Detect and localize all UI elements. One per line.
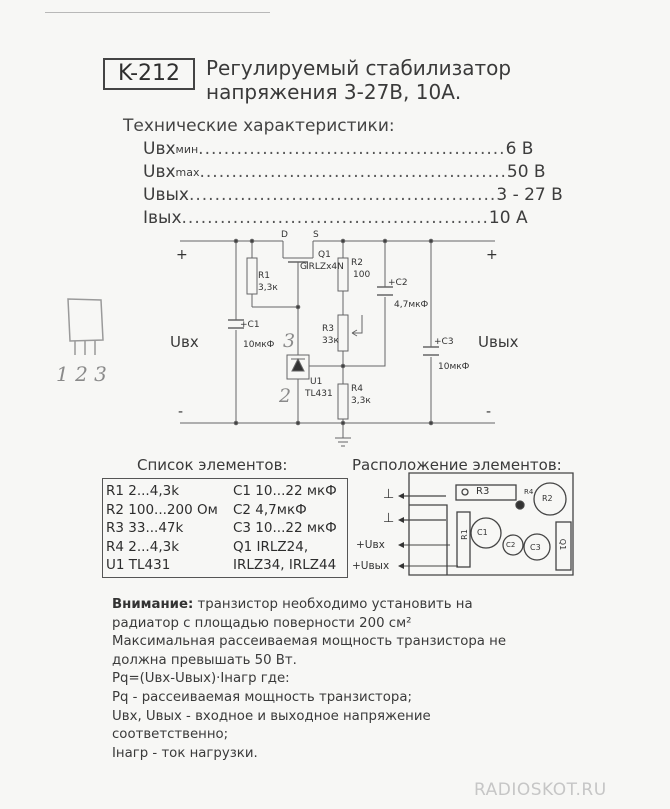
u1-name: U1	[310, 377, 323, 387]
plus-right-label: +	[486, 247, 498, 263]
q1-name: Q1	[318, 250, 331, 260]
note-line-1	[112, 596, 572, 615]
specs-heading: Технические характеристики:	[123, 116, 395, 136]
minus-left-label: -	[178, 404, 184, 420]
spec-symbol: Uвых	[143, 185, 189, 205]
spec-symbol: Uвх	[143, 162, 176, 182]
r4-body	[338, 384, 348, 419]
note-line-3: Максимальная рассеиваемая мощность транзистора не	[112, 634, 507, 650]
q1-part: IRLZx4N	[306, 262, 344, 272]
parts-list-item: C1 10...22 мкФ	[233, 483, 337, 499]
parts-list-item: C2 4,7мкФ	[233, 501, 307, 518]
c1-value: 10мкФ	[243, 340, 275, 350]
r1-value: 3,3к	[258, 283, 278, 293]
spec-subscript: мин	[175, 143, 199, 156]
board-c3-label: C3	[530, 543, 541, 552]
note-line-9: Iнагр - ток нагрузки.	[112, 745, 258, 761]
spec-symbol: Uвх	[143, 139, 176, 159]
r4-value: 3,3к	[351, 396, 371, 406]
note-line-1-text: транзистор необходимо установить на	[193, 597, 473, 612]
warning-note	[112, 596, 572, 763]
c3-plates	[423, 347, 439, 355]
r3-value: 33к	[322, 336, 339, 346]
parts-list-item: R1 2...4,3k	[106, 483, 180, 499]
title-line-2: напряжения 3-27В, 10А.	[206, 80, 462, 104]
r4-name: R4	[351, 384, 363, 394]
r2-name: R2	[351, 258, 363, 268]
board-uout-label: +Uвых	[352, 560, 390, 572]
c2-plates	[377, 287, 393, 295]
title-line-1: Регулируемый стабилизатор	[206, 56, 512, 80]
minus-right-label: -	[486, 404, 492, 420]
spec-leader-dots: ................................................	[188, 185, 497, 205]
kit-code-box: K-212	[103, 58, 195, 90]
r1-body	[247, 258, 257, 294]
c2-name: +C2	[388, 278, 408, 288]
q1-body	[283, 241, 313, 258]
q1-s-label: S	[313, 230, 319, 240]
spec-leader-dots: ................................................	[199, 162, 507, 182]
hand-drawn-transistor-icon	[68, 299, 103, 355]
parts-list-item: C3 10...22 мкФ	[233, 520, 337, 536]
layout-heading: Расположение элементов:	[352, 456, 562, 474]
spec-value: 10 А	[488, 208, 528, 228]
board-uin-label: +Uвх	[356, 539, 385, 551]
parts-list-item: R4 2...4,3k	[106, 538, 180, 555]
u1-part: TL431	[305, 389, 333, 399]
spec-symbol: Iвых	[143, 208, 182, 228]
r1-name: R1	[258, 271, 270, 281]
board-r2-label: R2	[542, 494, 553, 503]
note-line-7: Uвх, Uвых - входное и выходное напряжение	[112, 708, 431, 724]
u1-zener-icon	[292, 359, 304, 371]
board-r1-label: R1	[459, 529, 469, 540]
site-watermark: RADIOSKOT.RU	[474, 780, 607, 800]
board-arrows	[398, 493, 404, 569]
parts-list-item: R3 33...47k	[106, 520, 184, 536]
spec-value: 6 В	[505, 139, 534, 159]
spec-subscript: max	[175, 166, 200, 179]
note-line-6: Pq - рассеиваемая мощность транзистора;	[112, 689, 412, 705]
c2-value: 4,7мкФ	[394, 300, 429, 310]
pcb-outline	[409, 473, 573, 575]
r2-value: 100	[353, 270, 371, 280]
parts-list-left-col	[106, 482, 218, 575]
board-r3-label: R3	[476, 486, 490, 497]
handwritten-3: 3	[283, 330, 296, 352]
parts-list-right-col	[233, 482, 337, 575]
board-ground-2-icon: ⊥	[383, 511, 395, 526]
ground-icon	[335, 423, 351, 446]
board-r4-label: R4	[524, 488, 534, 496]
output-voltage-label: Uвых	[478, 333, 519, 351]
handwritten-pin-numbers: 1 2 3	[56, 362, 107, 386]
c1-name: +C1	[240, 320, 260, 330]
note-line-8: соответственно;	[112, 727, 229, 743]
note-line-4: должна превышать 50 Вт.	[112, 652, 297, 668]
spec-value: 3 - 27 В	[496, 185, 563, 205]
q1-d-label: D	[281, 230, 288, 240]
parts-list-box	[102, 478, 348, 578]
parts-list-item: Q1 IRLZ24,	[233, 538, 309, 555]
board-ground-1-icon: ⊥	[383, 487, 395, 502]
parts-list-item: IRLZ34, IRLZ44	[233, 557, 337, 573]
attention-label: Внимание:	[112, 597, 194, 612]
note-line-2: радиатор с площадью поверности 200 см²	[112, 615, 412, 631]
spec-value: 50 В	[506, 162, 546, 182]
board-q1-label: Q1	[558, 538, 568, 551]
spec-leader-dots: ................................................	[198, 139, 506, 159]
note-line-5: Pq=(Uвх-Uвых)·Iнагр где:	[112, 671, 290, 687]
c3-name: +C3	[434, 337, 454, 347]
handwritten-2: 2	[279, 385, 292, 407]
board-c2-label: C2	[506, 541, 516, 549]
r3-body	[338, 315, 348, 351]
q1-g-label: G	[300, 262, 307, 272]
parts-list-item: U1 TL431	[106, 557, 171, 573]
parts-list-heading: Список элементов:	[137, 456, 288, 474]
board-c1-label: C1	[477, 528, 488, 537]
r3-name: R3	[322, 324, 334, 334]
spec-leader-dots: ................................................	[181, 208, 489, 228]
parts-list-item: R2 100...200 Ом	[106, 501, 218, 518]
c3-value: 10мкФ	[438, 362, 470, 372]
input-voltage-label: Uвх	[170, 333, 199, 351]
plus-left-label: +	[176, 247, 188, 263]
